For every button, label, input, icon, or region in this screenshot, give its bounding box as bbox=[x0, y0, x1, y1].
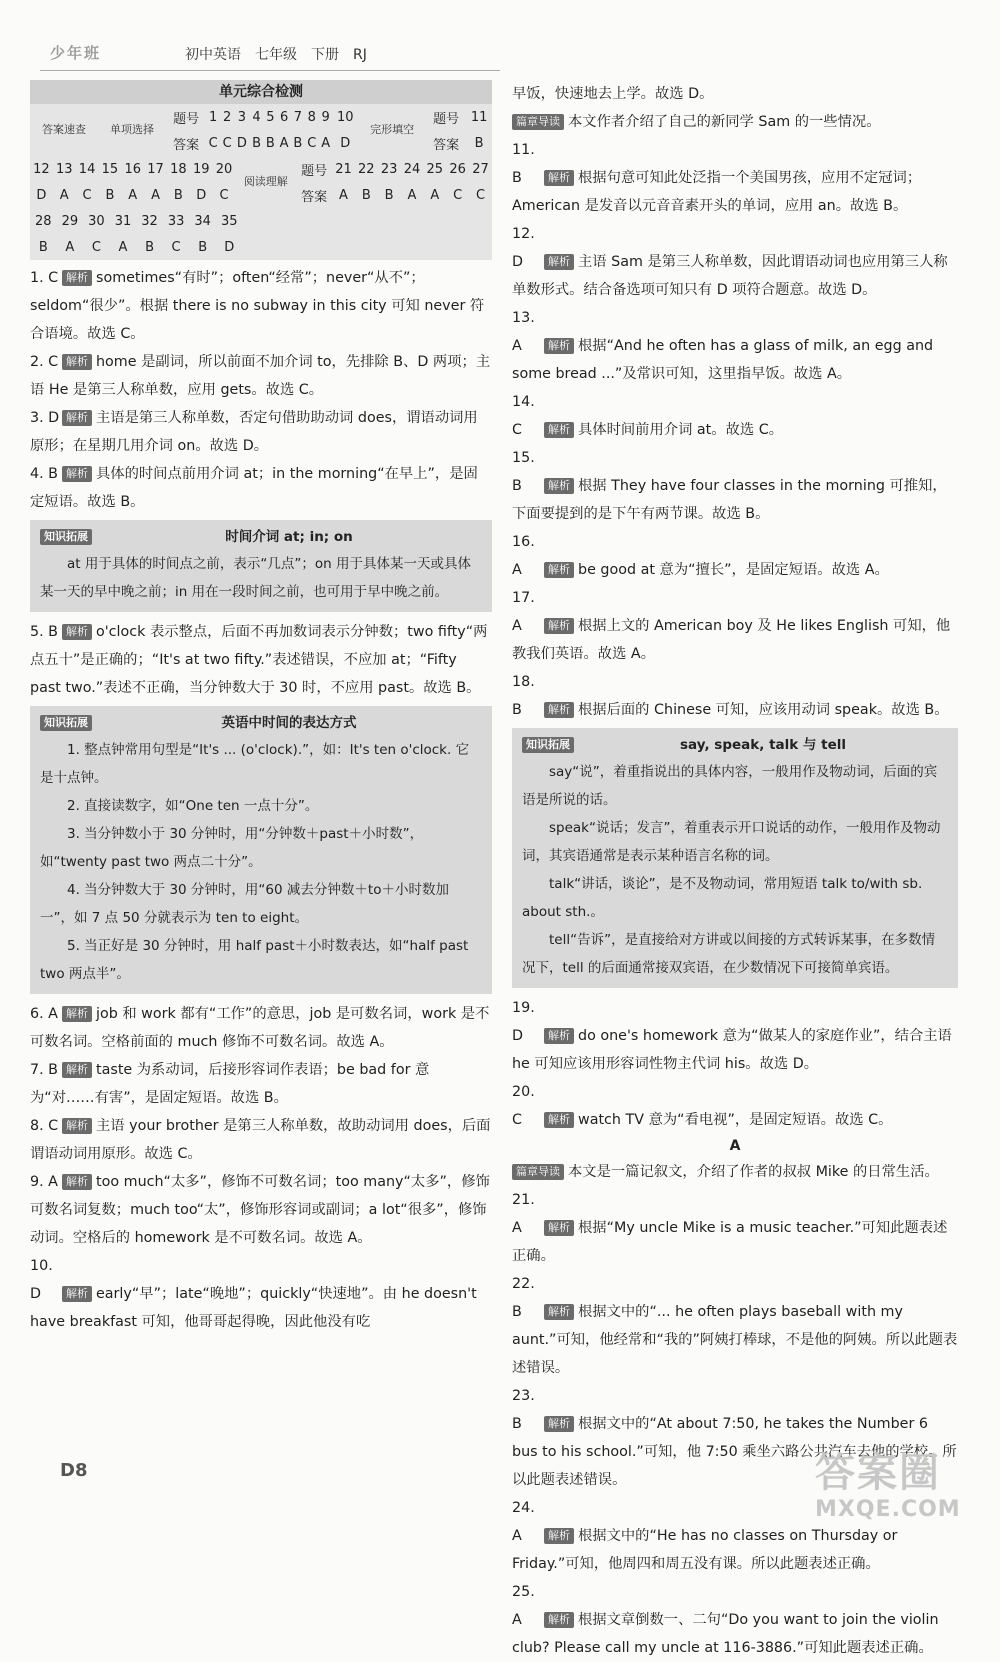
item-text: 主语是第三人称单数，否定句借助助动词 does，谓语动词用原形；在星期几用介词 on。故选 D。 bbox=[30, 410, 478, 454]
item-number: 3. D bbox=[30, 410, 60, 426]
analysis-tag: 解析 bbox=[62, 410, 92, 426]
question-label: 题号 bbox=[433, 111, 460, 127]
knowledge-tag: 知识拓展 bbox=[522, 737, 574, 753]
answer-quick-label: 答案速查 bbox=[41, 123, 86, 136]
box-line: say“说”，着重指说出的具体内容，一般用作及物动词，后面的宾语是所说的话。 bbox=[522, 764, 938, 808]
knowledge-tag: 知识拓展 bbox=[40, 529, 92, 545]
answer-cell: A bbox=[339, 187, 348, 203]
analysis-tag: 解析 bbox=[544, 1220, 574, 1236]
qnum: 6 bbox=[279, 109, 289, 125]
passage-guide bbox=[512, 1158, 958, 1186]
right-column bbox=[512, 80, 958, 1662]
left-column bbox=[30, 80, 492, 1336]
item-text: taste 为系动词，后接形容词作表语；be bad for 意为“对……有害”，是固定短语。故选 B。 bbox=[30, 1062, 430, 1106]
answer-cell: B bbox=[173, 187, 183, 203]
item-number: 6. A bbox=[30, 1006, 58, 1022]
question-label: 题号 bbox=[173, 111, 200, 127]
item-number: 17. A bbox=[512, 590, 535, 634]
qnum: 5 bbox=[266, 109, 275, 125]
item-text: 主语 your brother 是第三人称单数，故助动词用 does，后面谓语动词用原形。故选 C。 bbox=[30, 1118, 491, 1162]
item-text: do one's homework 意为“做某人的家庭作业”，结合主语 he 可知应该用形容词性物主代词 his。故选 D。 bbox=[512, 1028, 952, 1072]
item-text: 根据“My uncle Mike is a music teacher.”可知此题表述正确。 bbox=[512, 1220, 948, 1264]
item-text: home 是副词，所以前面不加介词 to，先排除 B、D 两项；主语 He 是第三人称单数，应用 gets。故选 C。 bbox=[30, 354, 491, 398]
qnum: 25 bbox=[426, 161, 444, 177]
answer-cell: C bbox=[453, 187, 463, 203]
qnum: 19 bbox=[192, 161, 210, 177]
box-line: 2. 直接读数字，如“One ten 一点十分”。 bbox=[67, 798, 319, 814]
qnum: 16 bbox=[124, 161, 141, 177]
item-text: 根据文中的“He has no classes on Thursday or Friday.”可知，他周四和周五没有课。所以此题表述正确。 bbox=[512, 1528, 898, 1572]
guide-text: 本文是一篇记叙文，介绍了作者的叔叔 Mike 的日常生活。 bbox=[568, 1164, 939, 1180]
qnum: 20 bbox=[215, 161, 233, 177]
answer-cell: A bbox=[128, 187, 138, 203]
answer-item bbox=[512, 1186, 958, 1270]
item-text: 根据后面的 Chinese 可知，应该用动词 speak。故选 B。 bbox=[578, 702, 949, 718]
item-number: 16. A bbox=[512, 534, 535, 578]
item-text: 主语 Sam 是第三人称单数，因此谓语动词也应用第三人称单数形式。结合备选项可知只有 D 项符合题意。故选 D。 bbox=[512, 254, 948, 298]
qnum: 31 bbox=[114, 213, 132, 229]
answer-item bbox=[512, 220, 958, 304]
answer-cell: A bbox=[407, 187, 417, 203]
answer-item bbox=[30, 460, 492, 516]
answer-cell: C bbox=[222, 135, 232, 151]
item-number: 25. A bbox=[512, 1584, 535, 1628]
qnum: 9 bbox=[321, 109, 330, 125]
qnum: 7 bbox=[293, 109, 303, 125]
analysis-tag: 解析 bbox=[544, 618, 574, 634]
item-number: 1. C bbox=[30, 270, 59, 286]
box-line: 5. 当正好是 30 分钟时，用 half past＋小时数表达，如“half past two 两点半”。 bbox=[40, 938, 469, 982]
page-number: D8 bbox=[60, 1460, 88, 1481]
answer-cell: B bbox=[361, 187, 371, 203]
item-number: 19. D bbox=[512, 1000, 535, 1044]
analysis-tag: 解析 bbox=[62, 1174, 92, 1190]
answer-key-table-3 bbox=[30, 208, 243, 260]
qnum: 35 bbox=[220, 213, 238, 229]
answer-item bbox=[512, 528, 958, 584]
item-text: 根据上文的 American boy 及 He likes English 可知，他教我们英语。故选 A。 bbox=[512, 618, 951, 662]
subject-label: 初中英语 七年级 下册 RJ bbox=[185, 47, 367, 63]
guide-text: 本文作者介绍了自己的新同学 Sam 的一些情况。 bbox=[568, 114, 881, 130]
item-number: 13. A bbox=[512, 310, 535, 354]
item-number: 20. C bbox=[512, 1084, 535, 1128]
answer-cell: A bbox=[279, 135, 289, 151]
section-heading-a: A bbox=[729, 1138, 741, 1154]
knowledge-tag: 知识拓展 bbox=[40, 715, 92, 731]
analysis-tag: 解析 bbox=[544, 1528, 574, 1544]
item-text: sometimes“有时”；often“经常”；never“从不”；seldom“很少”。根据 there is no subway in this city 可知 never 符合语境。故选 C。 bbox=[30, 270, 485, 342]
qnum: 32 bbox=[141, 213, 158, 229]
analysis-tag: 解析 bbox=[544, 170, 574, 186]
item-text: job 和 work 都有“工作”的意思，job 是可数名词，work 是不可数名词。空格前面的 much 修饰不可数名词。故选 A。 bbox=[30, 1006, 490, 1050]
answer-item bbox=[30, 618, 492, 702]
analysis-tag: 解析 bbox=[62, 1006, 92, 1022]
qnum: 27 bbox=[472, 161, 489, 177]
item-number: 22. B bbox=[512, 1276, 535, 1320]
answer-cell: D bbox=[196, 187, 207, 203]
continued-text: 早饭，快速地去上学。故选 D。 bbox=[512, 86, 714, 102]
analysis-tag: 解析 bbox=[544, 1304, 574, 1320]
answer-cell: B bbox=[265, 135, 275, 151]
box-line: speak“说话；发言”，着重表示开口说话的动作，一般用作及物动词，其宾语通常是表示某种语言名称的词。 bbox=[522, 820, 941, 864]
answer-cell: A bbox=[118, 239, 128, 255]
item-number: 23. B bbox=[512, 1388, 535, 1432]
qnum: 3 bbox=[237, 109, 247, 125]
answer-item bbox=[30, 348, 492, 404]
item-text: 根据文中的“At about 7:50, he takes the Number 6 bus to his school.”可知，他 7:50 乘坐六路公共汽车去他的学校。所以此题表述错误。 bbox=[512, 1416, 957, 1488]
qnum: 24 bbox=[403, 161, 421, 177]
watermark-url: MXQE.COM bbox=[815, 1497, 961, 1522]
analysis-tag: 解析 bbox=[62, 466, 92, 482]
answer-item bbox=[512, 1078, 958, 1134]
knowledge-box-time-prepositions bbox=[30, 520, 492, 612]
answer-item bbox=[30, 1000, 492, 1056]
item-number: 2. C bbox=[30, 354, 59, 370]
qnum: 17 bbox=[147, 161, 164, 177]
answer-cell: C bbox=[475, 187, 486, 203]
answer-cell: B bbox=[105, 187, 115, 203]
analysis-tag: 解析 bbox=[62, 624, 92, 640]
item-number: 15. B bbox=[512, 450, 535, 494]
item-text: watch TV 意为“看电视”，是固定短语。故选 C。 bbox=[578, 1112, 893, 1128]
answer-cell: C bbox=[208, 135, 218, 151]
analysis-tag: 解析 bbox=[544, 702, 574, 718]
answer-cell: C bbox=[171, 239, 181, 255]
analysis-tag: 解析 bbox=[544, 1612, 574, 1628]
answer-item bbox=[30, 1112, 492, 1168]
answer-cell: B bbox=[38, 239, 48, 255]
page-header bbox=[40, 40, 500, 68]
series-logo: 少年班 bbox=[50, 44, 102, 62]
item-text: 具体的时间点前用介词 at；in the morning“在早上”，是固定短语。故选 B。 bbox=[30, 466, 478, 510]
analysis-tag: 解析 bbox=[62, 1062, 92, 1078]
section-single-choice-label: 单项选择 bbox=[109, 123, 154, 136]
qnum: 21 bbox=[335, 161, 352, 177]
item-text: 根据文中的“... he often plays baseball with my aunt.”可知，他经常和“我的”阿姨打棒球，不是他的阿姨。所以此题表述错误。 bbox=[512, 1304, 958, 1376]
answer-cell: A bbox=[59, 187, 69, 203]
item-text: 根据“And he often has a glass of milk, an egg and some bread ...”及常识可知，这里指早饭。故选 A。 bbox=[512, 338, 934, 382]
item-number: 21. A bbox=[512, 1192, 535, 1236]
item-text: early“早”；late“晚地”；quickly“快速地”。由 he doesn't have breakfast 可知，他哥哥起得晚，因此他没有吃 bbox=[30, 1286, 477, 1330]
answer-item bbox=[512, 444, 958, 528]
item-number: 9. A bbox=[30, 1174, 58, 1190]
item-number: 10. D bbox=[30, 1258, 53, 1302]
analysis-tag: 解析 bbox=[62, 1286, 92, 1302]
box-line: 1. 整点钟常用句型是“It's ... (o'clock).”，如：It's ten o'clock. 它是十点钟。 bbox=[40, 742, 470, 786]
qnum: 33 bbox=[167, 213, 185, 229]
qnum: 30 bbox=[88, 213, 105, 229]
qnum: 28 bbox=[35, 213, 52, 229]
qnum: 4 bbox=[252, 109, 261, 125]
item-number: 4. B bbox=[30, 466, 58, 482]
analysis-tag: 解析 bbox=[62, 270, 92, 286]
answer-cell: B bbox=[198, 239, 208, 255]
answer-cell: B bbox=[252, 135, 262, 151]
answer-key-table-2 bbox=[30, 156, 492, 208]
item-number: 12. D bbox=[512, 226, 535, 270]
qnum: 15 bbox=[101, 161, 119, 177]
item-text: 根据文章倒数一、二句“Do you want to join the violin club? Please call my uncle at 116-3886.”可知此题表述正确。 bbox=[512, 1612, 939, 1656]
box-line: talk“讲话，谈论”，是不及物动词，常用短语 talk to/with sb. about sth.。 bbox=[522, 876, 923, 920]
box-line: tell“告诉”，是直接给对方讲或以间接的方式转诉某事，在多数情况下，tell 的后面通常接双宾语，在少数情况下可接简单宾语。 bbox=[522, 932, 936, 976]
item-number: 11. B bbox=[512, 142, 535, 186]
box-line: 4. 当分钟数大于 30 分钟时，用“60 减去分钟数＋to＋小时数加一”，如 7 点 50 分就表示为 ten to eight。 bbox=[40, 882, 449, 926]
analysis-tag: 解析 bbox=[544, 254, 574, 270]
box-title: say, speak, talk 与 tell bbox=[679, 737, 846, 753]
answer-item bbox=[30, 404, 492, 460]
answer-cell: B bbox=[474, 135, 484, 151]
item-number: 14. C bbox=[512, 394, 535, 438]
answer-item bbox=[30, 1252, 492, 1336]
answer-cell: A bbox=[151, 187, 160, 203]
qnum: 23 bbox=[380, 161, 398, 177]
analysis-tag: 解析 bbox=[544, 422, 574, 438]
item-number: 24. A bbox=[512, 1500, 535, 1544]
qnum: 10 bbox=[337, 109, 354, 125]
answer-item bbox=[30, 264, 492, 348]
answer-item bbox=[512, 1578, 958, 1662]
item-text: too much“太多”，修饰不可数名词；too many“太多”，修饰可数名词复数；much too“太”，修饰形容词或副词；a lot“很多”，修饰动词。空格后的 homework 是不可数名词。故选 A。 bbox=[30, 1174, 490, 1246]
qnum: 22 bbox=[358, 161, 375, 177]
answer-item bbox=[512, 1270, 958, 1382]
box-title: 英语中时间的表达方式 bbox=[221, 715, 357, 731]
qnum: 12 bbox=[33, 161, 50, 177]
item-text: 具体时间前用介词 at。故选 C。 bbox=[578, 422, 783, 438]
answer-item bbox=[30, 1168, 492, 1252]
answer-cell: C bbox=[219, 187, 229, 203]
qnum: 1 bbox=[209, 109, 218, 125]
guide-tag: 篇章导读 bbox=[512, 1164, 564, 1180]
box-title: 时间介词 at; in; on bbox=[225, 529, 353, 545]
answer-label: 答案 bbox=[433, 137, 460, 153]
item-text: 根据句意可知此处泛指一个美国男孩，应用不定冠词；American 是发音以元音音素开头的单词，应用 an。故选 B。 bbox=[512, 170, 922, 214]
section-cloze-label: 完形填空 bbox=[370, 123, 415, 136]
answer-key-box bbox=[30, 80, 492, 260]
section-reading-label: 阅读理解 bbox=[243, 175, 288, 188]
answer-item bbox=[512, 668, 958, 724]
analysis-tag: 解析 bbox=[544, 478, 574, 494]
item-number: 18. B bbox=[512, 674, 535, 718]
analysis-tag: 解析 bbox=[544, 562, 574, 578]
qnum: 14 bbox=[78, 161, 96, 177]
answer-item bbox=[30, 1056, 492, 1112]
answer-item bbox=[512, 388, 958, 444]
answer-cell: D bbox=[224, 239, 235, 255]
analysis-tag: 解析 bbox=[62, 1118, 92, 1134]
qnum: 13 bbox=[55, 161, 73, 177]
answer-cell: B bbox=[145, 239, 154, 255]
passage-guide bbox=[512, 108, 958, 136]
qnum: 26 bbox=[449, 161, 466, 177]
knowledge-box-time-expressions bbox=[30, 706, 492, 994]
answer-cell: B bbox=[384, 187, 394, 203]
answer-box-title: 单元综合检测 bbox=[30, 80, 492, 104]
item-number: 5. B bbox=[30, 624, 58, 640]
knowledge-box-say-speak-talk-tell bbox=[512, 728, 958, 988]
qnum: 8 bbox=[307, 109, 316, 125]
question-label: 题号 bbox=[301, 163, 328, 179]
answer-cell: C bbox=[307, 135, 317, 151]
answer-cell: C bbox=[91, 239, 101, 255]
answer-label: 答案 bbox=[173, 137, 200, 153]
answer-item bbox=[512, 584, 958, 668]
qnum: 11 bbox=[470, 109, 488, 125]
analysis-tag: 解析 bbox=[544, 1028, 574, 1044]
answer-cell: D bbox=[36, 187, 47, 203]
item-number: 7. B bbox=[30, 1062, 58, 1078]
answer-item bbox=[512, 994, 958, 1078]
guide-tag: 篇章导读 bbox=[512, 114, 564, 130]
item-text: 根据 They have four classes in the morning 可推知，下面要提到的是下午有两节课。故选 B。 bbox=[512, 478, 947, 522]
item-text: be good at 意为“擅长”，是固定短语。故选 A。 bbox=[578, 562, 889, 578]
item-text: o'clock 表示整点，后面不再加数词表示分钟数；two fifty“两点五十”是正确的；“It's at two fifty.”表述错误，不应加 at；“Fifty past two.”表述不正确，当分钟数大于 30 时，不应用 past。故选 B。 bbox=[30, 624, 488, 696]
qnum: 18 bbox=[170, 161, 187, 177]
box-line: 3. 当分钟数小于 30 分钟时，用“分钟数＋past＋小时数”，如“twenty past two 两点二十分”。 bbox=[40, 826, 424, 870]
qnum: 2 bbox=[223, 109, 232, 125]
analysis-tag: 解析 bbox=[544, 338, 574, 354]
answer-label: 答案 bbox=[301, 189, 328, 205]
box-text: at 用于具体的时间点之前，表示“几点”；on 用于具体某一天或具体某一天的早中晚之前；in 用在一段时间之前，也可用于早中晚之前。 bbox=[40, 556, 471, 600]
analysis-tag: 解析 bbox=[544, 1112, 574, 1128]
answer-item bbox=[512, 304, 958, 388]
answer-cell: A bbox=[430, 187, 440, 203]
answer-cell: A bbox=[65, 239, 75, 255]
answer-cell: D bbox=[236, 135, 247, 151]
answer-item bbox=[512, 136, 958, 220]
watermark-logo bbox=[815, 1450, 980, 1540]
item-number: 8. C bbox=[30, 1118, 59, 1134]
answer-cell: A bbox=[321, 135, 331, 151]
analysis-tag: 解析 bbox=[62, 354, 92, 370]
answer-key-table bbox=[30, 104, 492, 156]
qnum: 29 bbox=[61, 213, 79, 229]
answer-cell: C bbox=[82, 187, 92, 203]
analysis-tag: 解析 bbox=[544, 1416, 574, 1432]
watermark-text: 答案圈 bbox=[815, 1450, 941, 1496]
qnum: 34 bbox=[194, 213, 211, 229]
header-rule bbox=[40, 70, 500, 71]
answer-cell: B bbox=[293, 135, 303, 151]
answer-cell: D bbox=[340, 135, 351, 151]
